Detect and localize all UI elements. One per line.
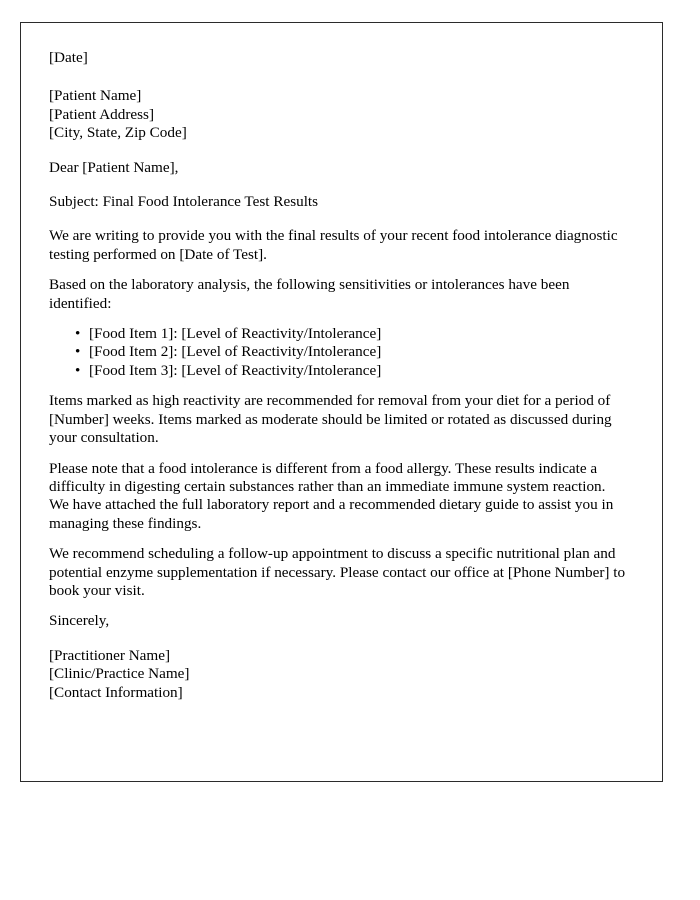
bullet-icon: • xyxy=(75,343,81,361)
letter-body xyxy=(21,23,662,702)
list-item-label: [Food Item 2]: [Level of Reactivity/Intolerance] xyxy=(89,343,382,361)
signature-block xyxy=(49,647,628,702)
recipient-address: [Patient Address] xyxy=(49,105,155,123)
list-item xyxy=(75,343,628,361)
closing: Sincerely, xyxy=(49,612,110,630)
list-item-label: [Food Item 1]: [Level of Reactivity/Intolerance] xyxy=(89,325,382,343)
contact-information: [Contact Information] xyxy=(49,683,183,701)
practitioner-name: [Practitioner Name] xyxy=(49,646,171,664)
recipient-address-block xyxy=(49,87,628,142)
list-item-label: [Food Item 3]: [Level of Reactivity/Intolerance] xyxy=(89,361,382,379)
findings-list xyxy=(49,325,628,380)
paragraph-intolerance-explanation: Please note that a food intolerance is different from a food allergy. These results indicate a difficulty in digesting certain substances rather than an immediate immune system reaction. We have attached the full laboratory report and a recommended dietary guide to assist you in managing these findings. xyxy=(49,459,614,532)
document-page xyxy=(20,22,663,782)
salutation: Dear [Patient Name], xyxy=(49,158,179,176)
list-item xyxy=(75,361,628,380)
bullet-icon: • xyxy=(75,325,81,343)
paragraph-reactivity-guidance: Items marked as high reactivity are recommended for removal from your diet for a period of [Number] weeks. Items marked as moderate should be limited or rotated as discussed during your consultation. xyxy=(49,392,612,447)
date-line: [Date] xyxy=(49,49,88,66)
recipient-city-state-zip: [City, State, Zip Code] xyxy=(49,124,187,142)
paragraph-intro: We are writing to provide you with the final results of your recent food intolerance diagnostic testing performed on [Date of Test]. xyxy=(49,227,618,263)
list-item xyxy=(75,325,628,343)
paragraph-followup-recommendation: We recommend scheduling a follow-up appointment to discuss a specific nutritional plan and potential enzyme supplementation if necessary. Please contact our office at [Phone Number] to book your visit. xyxy=(49,545,626,599)
bullet-icon: • xyxy=(75,361,81,379)
recipient-name: [Patient Name] xyxy=(49,87,142,105)
subject-line: Subject: Final Food Intolerance Test Results xyxy=(49,193,319,211)
paragraph-findings-lead: Based on the laboratory analysis, the following sensitivities or intolerances have been identified: xyxy=(49,276,570,312)
clinic-practice-name: [Clinic/Practice Name] xyxy=(49,665,190,683)
